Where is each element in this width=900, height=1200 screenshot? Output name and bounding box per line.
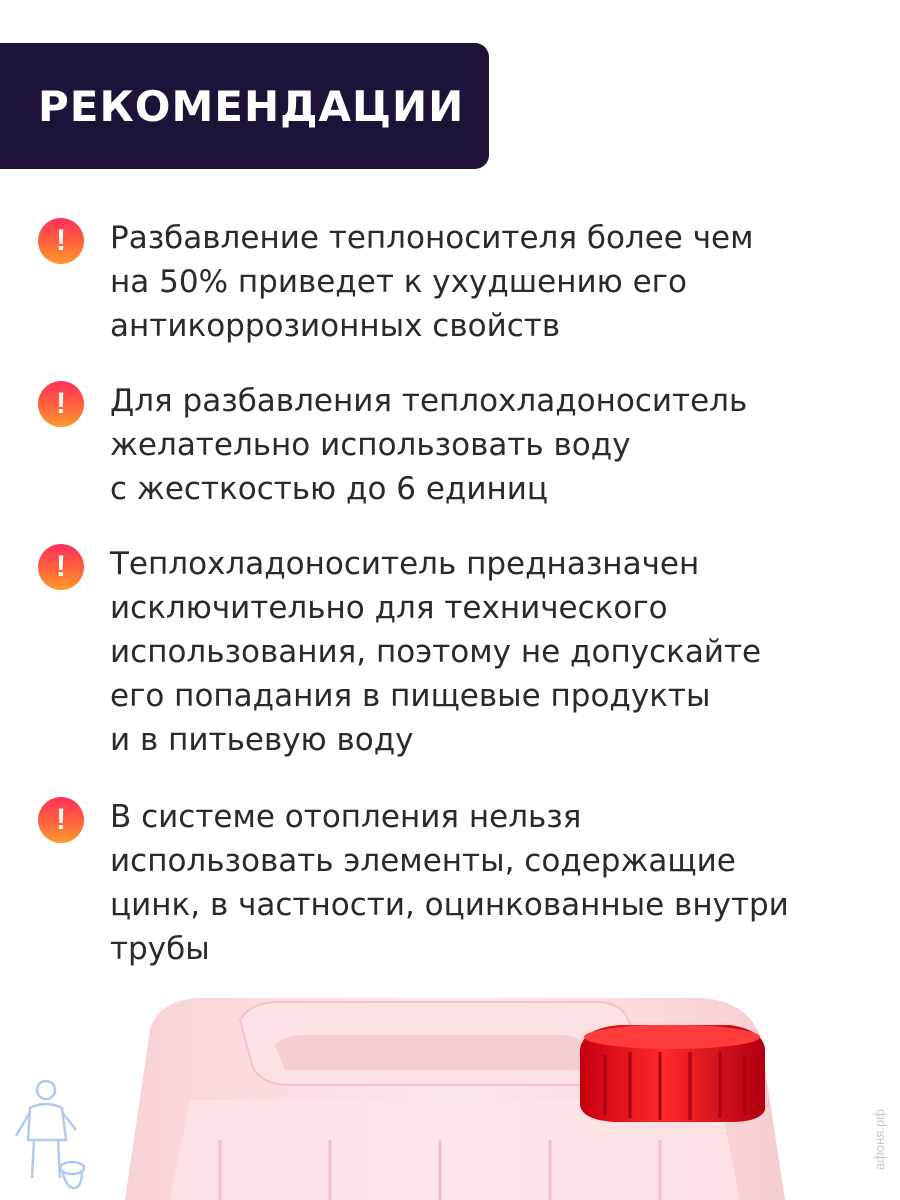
recommendation-item xyxy=(38,381,850,511)
recommendation-text: Для разбавления теплохладоноситель желательно использовать воду с жесткостью до 6 единиц xyxy=(110,383,748,507)
recommendation-item xyxy=(38,797,850,971)
warning-icon: ! xyxy=(38,544,84,590)
warning-icon: ! xyxy=(38,381,84,427)
recommendation-item xyxy=(38,544,850,762)
recommendation-text: Теплохладоноситель предназначен исключительно для технического использования, поэтому не допускайте его попадания в пищевые продукты и в питьевую воду xyxy=(110,546,762,758)
mascot-logo xyxy=(8,1078,88,1193)
warning-icon: ! xyxy=(38,797,84,843)
warning-icon: ! xyxy=(38,218,84,264)
red-cap xyxy=(580,1025,765,1122)
recommendation-text: Разбавление теплоносителя более чем на 50% приведет к ухудшению его антикоррозионных свойств xyxy=(110,220,754,344)
page-title: РЕКОМЕНДАЦИИ xyxy=(38,81,465,131)
canister-image xyxy=(0,990,900,1200)
recommendation-text: В системе отопления нельзя использовать элементы, содержащие цинк, в частности, оцинкованные внутри трубы xyxy=(110,799,789,967)
recommendation-item xyxy=(38,218,850,348)
header-banner xyxy=(0,43,489,169)
watermark-text: афоня.рф xyxy=(872,1109,887,1171)
